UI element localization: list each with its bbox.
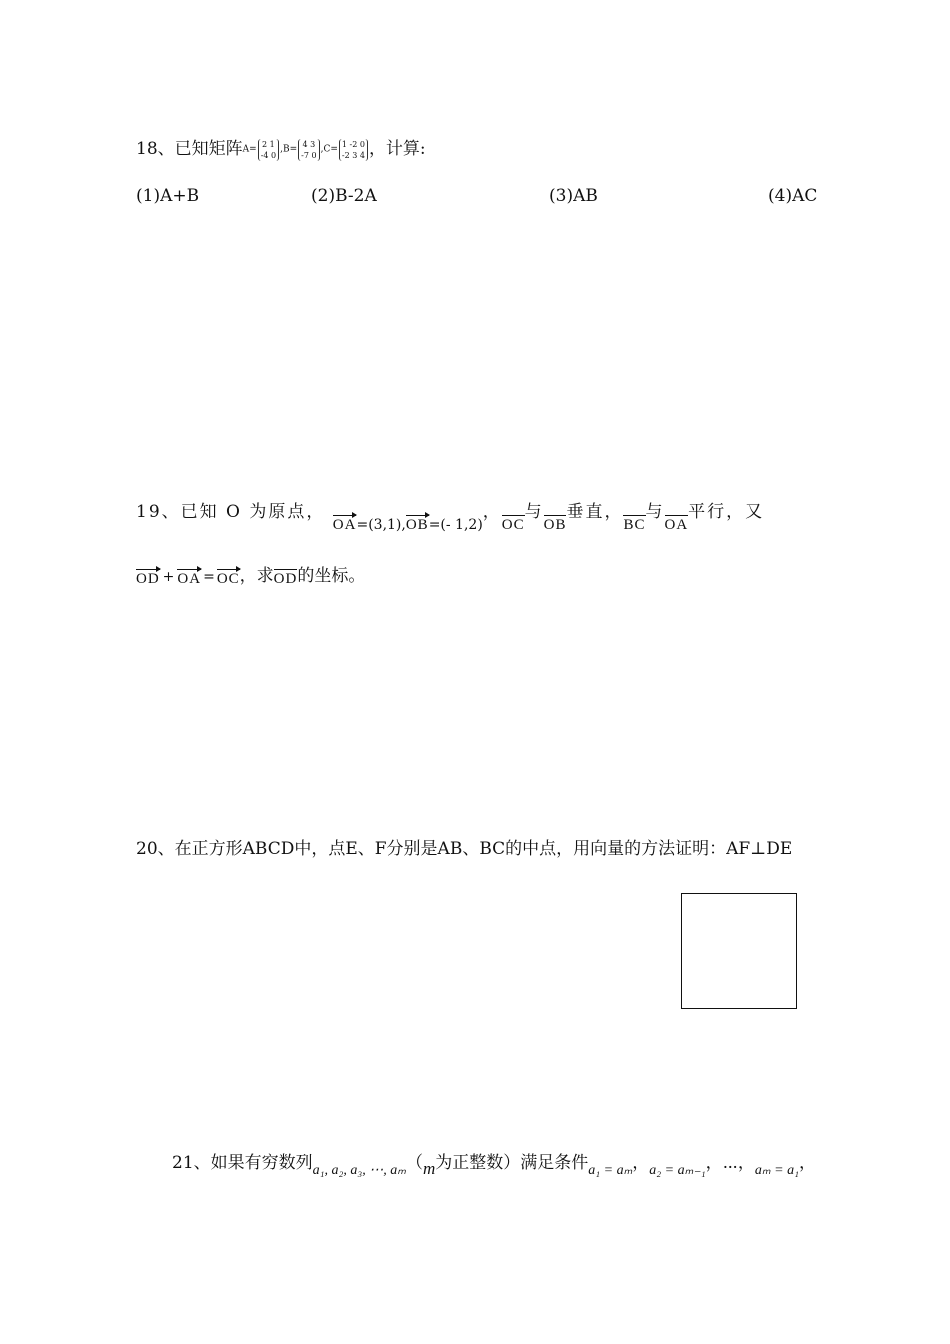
q18-prefix: 18、已知矩阵 (136, 139, 243, 159)
square-figure (681, 893, 797, 1009)
matrix-a (258, 139, 279, 161)
question-19-line-1 (136, 497, 860, 533)
q19-qiu: ，求 (239, 566, 274, 586)
matrix-c-row-1: 1 -2 0 (341, 139, 365, 149)
matrix-b-label: ,B= (280, 144, 298, 155)
q19-perpendicular: 垂直， (566, 502, 624, 522)
q21-prefix: 21、如果有穷数列 (172, 1153, 313, 1173)
q18-suffix: ，计算: (368, 139, 426, 159)
q19-end: 的坐标。 (297, 566, 366, 586)
q21-mid: 为正整数）满足条件 (435, 1153, 589, 1173)
q19-parallel: 平行，又 (688, 502, 765, 522)
vector-oa: OA (332, 517, 357, 533)
q18-part-3: (3)AB (549, 186, 598, 206)
question-20: 20、在正方形ABCD中，点E、F分别是AB、BC的中点，用向量的方法证明：AF⊥DE (136, 839, 793, 859)
matrix-b (298, 139, 319, 161)
q21-comma-1: ， (632, 1153, 650, 1173)
matrix-c-row-2: -2 3 4 (341, 150, 365, 160)
q18-part-2: (2)B-2A (311, 186, 377, 206)
q19-plus: + (162, 569, 175, 585)
vector-ob: OB (405, 517, 429, 533)
vector-oc: OC (501, 517, 525, 533)
q19-eq2: =(- 1,2) (428, 517, 483, 533)
q21-cond-1: a₁ = aₘ (588, 1163, 633, 1178)
q18-part-4: (4)AC (768, 186, 818, 206)
question-18-line (136, 134, 426, 161)
matrix-b-row-1: 4 3 (302, 139, 316, 149)
q19-eq3: = (203, 569, 215, 585)
q21-cond-2: a₂ = aₘ₋₁ (649, 1163, 706, 1178)
matrix-a-row-2: -4 0 (260, 150, 277, 160)
q19-eq1: =(3,1), (356, 517, 406, 533)
question-19-line-2 (136, 561, 365, 586)
q21-cond-3: aₘ = a₁ (754, 1163, 799, 1178)
q19-prefix: 19、已知 O 为原点， (136, 502, 326, 522)
vector-oc-2: OC (216, 571, 240, 587)
q19-comma: ， (482, 502, 502, 522)
vector-od-2: OD (273, 571, 298, 587)
q18-part-1: (1)A+B (136, 186, 200, 206)
vector-ob-2: OB (543, 517, 567, 533)
q19-yu-2: 与 (645, 502, 665, 522)
q21-sequence: a₁, a₂, a₃, ⋯, aₘ (312, 1163, 406, 1178)
vector-bc: BC (623, 517, 646, 533)
q21-m: m (422, 1159, 436, 1178)
q21-comma-3: ， (798, 1153, 816, 1173)
matrix-b-row-2: -7 0 (301, 150, 317, 160)
q19-yu-1: 与 (524, 502, 544, 522)
q21-comma-2: ，⋯， (705, 1153, 755, 1173)
matrix-a-row-1: 2 1 (262, 139, 275, 149)
vector-od: OD (136, 571, 160, 587)
q21-paren-open: （ (405, 1153, 423, 1173)
matrix-c (339, 139, 368, 161)
matrix-a-label: A= (242, 144, 257, 155)
question-21 (172, 1148, 816, 1178)
vector-oa-2: OA (664, 517, 689, 533)
vector-oa-3: OA (177, 571, 202, 587)
matrix-c-label: ,C= (320, 144, 338, 155)
